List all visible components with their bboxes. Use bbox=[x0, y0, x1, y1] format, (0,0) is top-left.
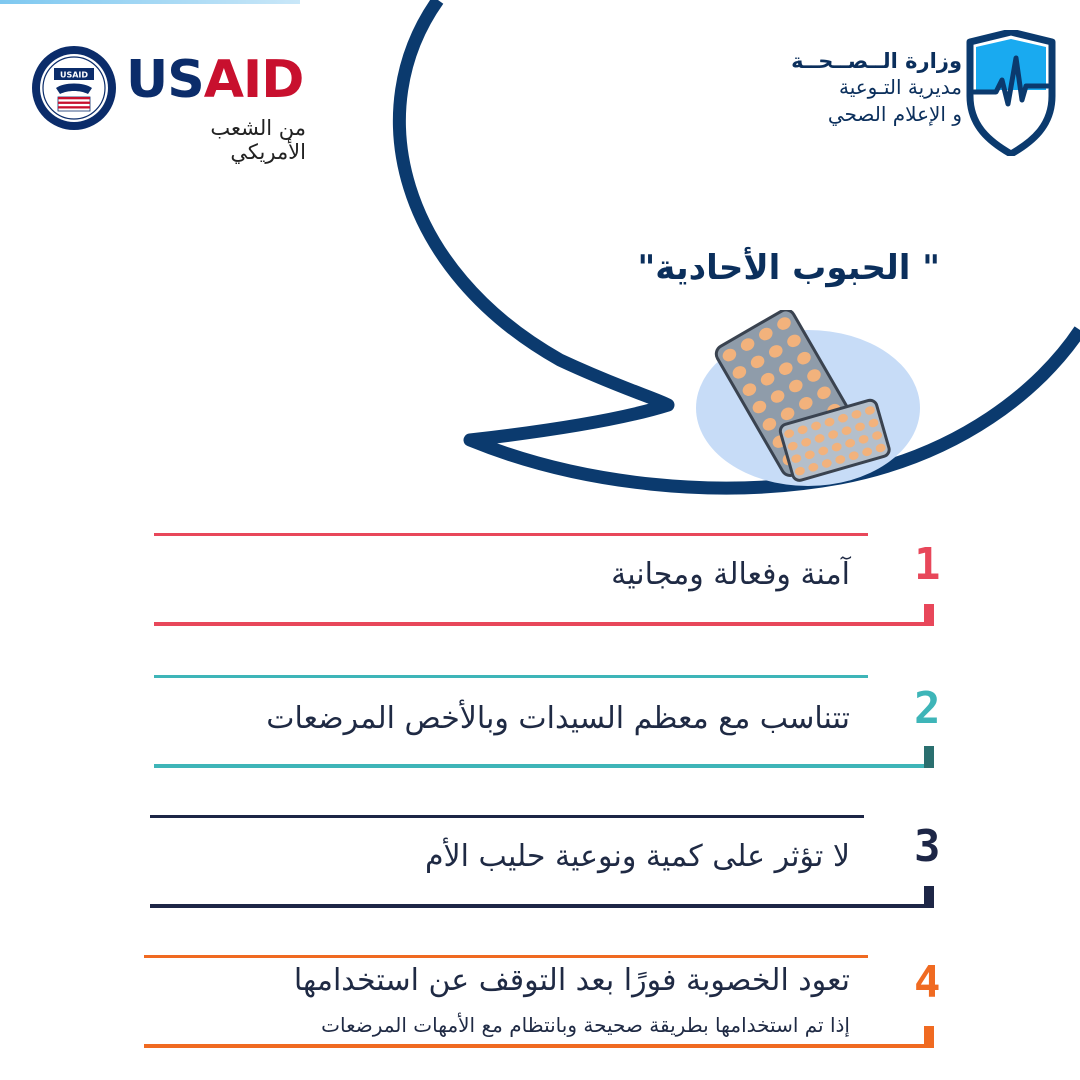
list-item-4 bbox=[140, 955, 960, 1050]
usaid-logo bbox=[30, 44, 320, 164]
item-2-bottom-rule bbox=[154, 764, 934, 768]
item-3-top-rule bbox=[150, 815, 864, 818]
item-4-subtext: إذا تم استخدامها بطريقة صحيحة وبانتظام مع الأمهات المرضعات bbox=[321, 1013, 850, 1037]
item-2-number: 2 bbox=[914, 683, 941, 734]
item-2-marker bbox=[924, 746, 934, 768]
item-4-text: تعود الخصوبة فورًا بعد التوقف عن استخدامها bbox=[293, 963, 850, 998]
item-3-number: 3 bbox=[914, 821, 941, 872]
ministry-directorate-line1: مديرية التـوعية bbox=[838, 75, 962, 99]
item-2-top-rule bbox=[154, 675, 868, 678]
ministry-text bbox=[791, 48, 962, 128]
item-3-marker bbox=[924, 886, 934, 908]
usaid-wordmark-aid: AID bbox=[203, 50, 304, 110]
item-1-text: آمنة وفعالة ومجانية bbox=[611, 557, 850, 592]
item-4-number: 4 bbox=[914, 957, 941, 1008]
pill-blister-packs-icon bbox=[680, 310, 920, 490]
item-1-bottom-rule bbox=[154, 622, 934, 626]
item-1-top-rule bbox=[154, 533, 868, 536]
item-3-text: لا تؤثر على كمية ونوعية حليب الأم bbox=[424, 839, 850, 874]
list-item-2 bbox=[140, 675, 960, 770]
item-1-marker bbox=[924, 604, 934, 626]
list-item-1 bbox=[140, 533, 960, 628]
usaid-wordmark bbox=[126, 50, 304, 110]
ministry-logo bbox=[780, 30, 1060, 160]
item-4-bottom-rule bbox=[144, 1044, 934, 1048]
usaid-wordmark-us: US bbox=[126, 50, 204, 110]
item-1-number: 1 bbox=[914, 539, 941, 590]
item-4-top-rule bbox=[144, 955, 868, 958]
ministry-directorate-line2: و الإعلام الصحي bbox=[827, 102, 962, 126]
item-2-text: تتناسب مع معظم السيدات وبالأخص المرضعات bbox=[266, 701, 850, 736]
item-4-marker bbox=[924, 1026, 934, 1048]
list-item-3 bbox=[140, 815, 960, 910]
usaid-seal-text: USAID bbox=[59, 70, 89, 80]
usaid-tagline: من الشعب الأمريكي bbox=[210, 116, 306, 164]
page-title: " الحبوب الأحادية" bbox=[637, 248, 940, 288]
item-3-bottom-rule bbox=[150, 904, 930, 908]
usaid-seal-icon bbox=[30, 44, 118, 132]
shield-heartbeat-icon bbox=[962, 30, 1060, 156]
ministry-name: وزارة الــصــحــة bbox=[791, 49, 962, 73]
